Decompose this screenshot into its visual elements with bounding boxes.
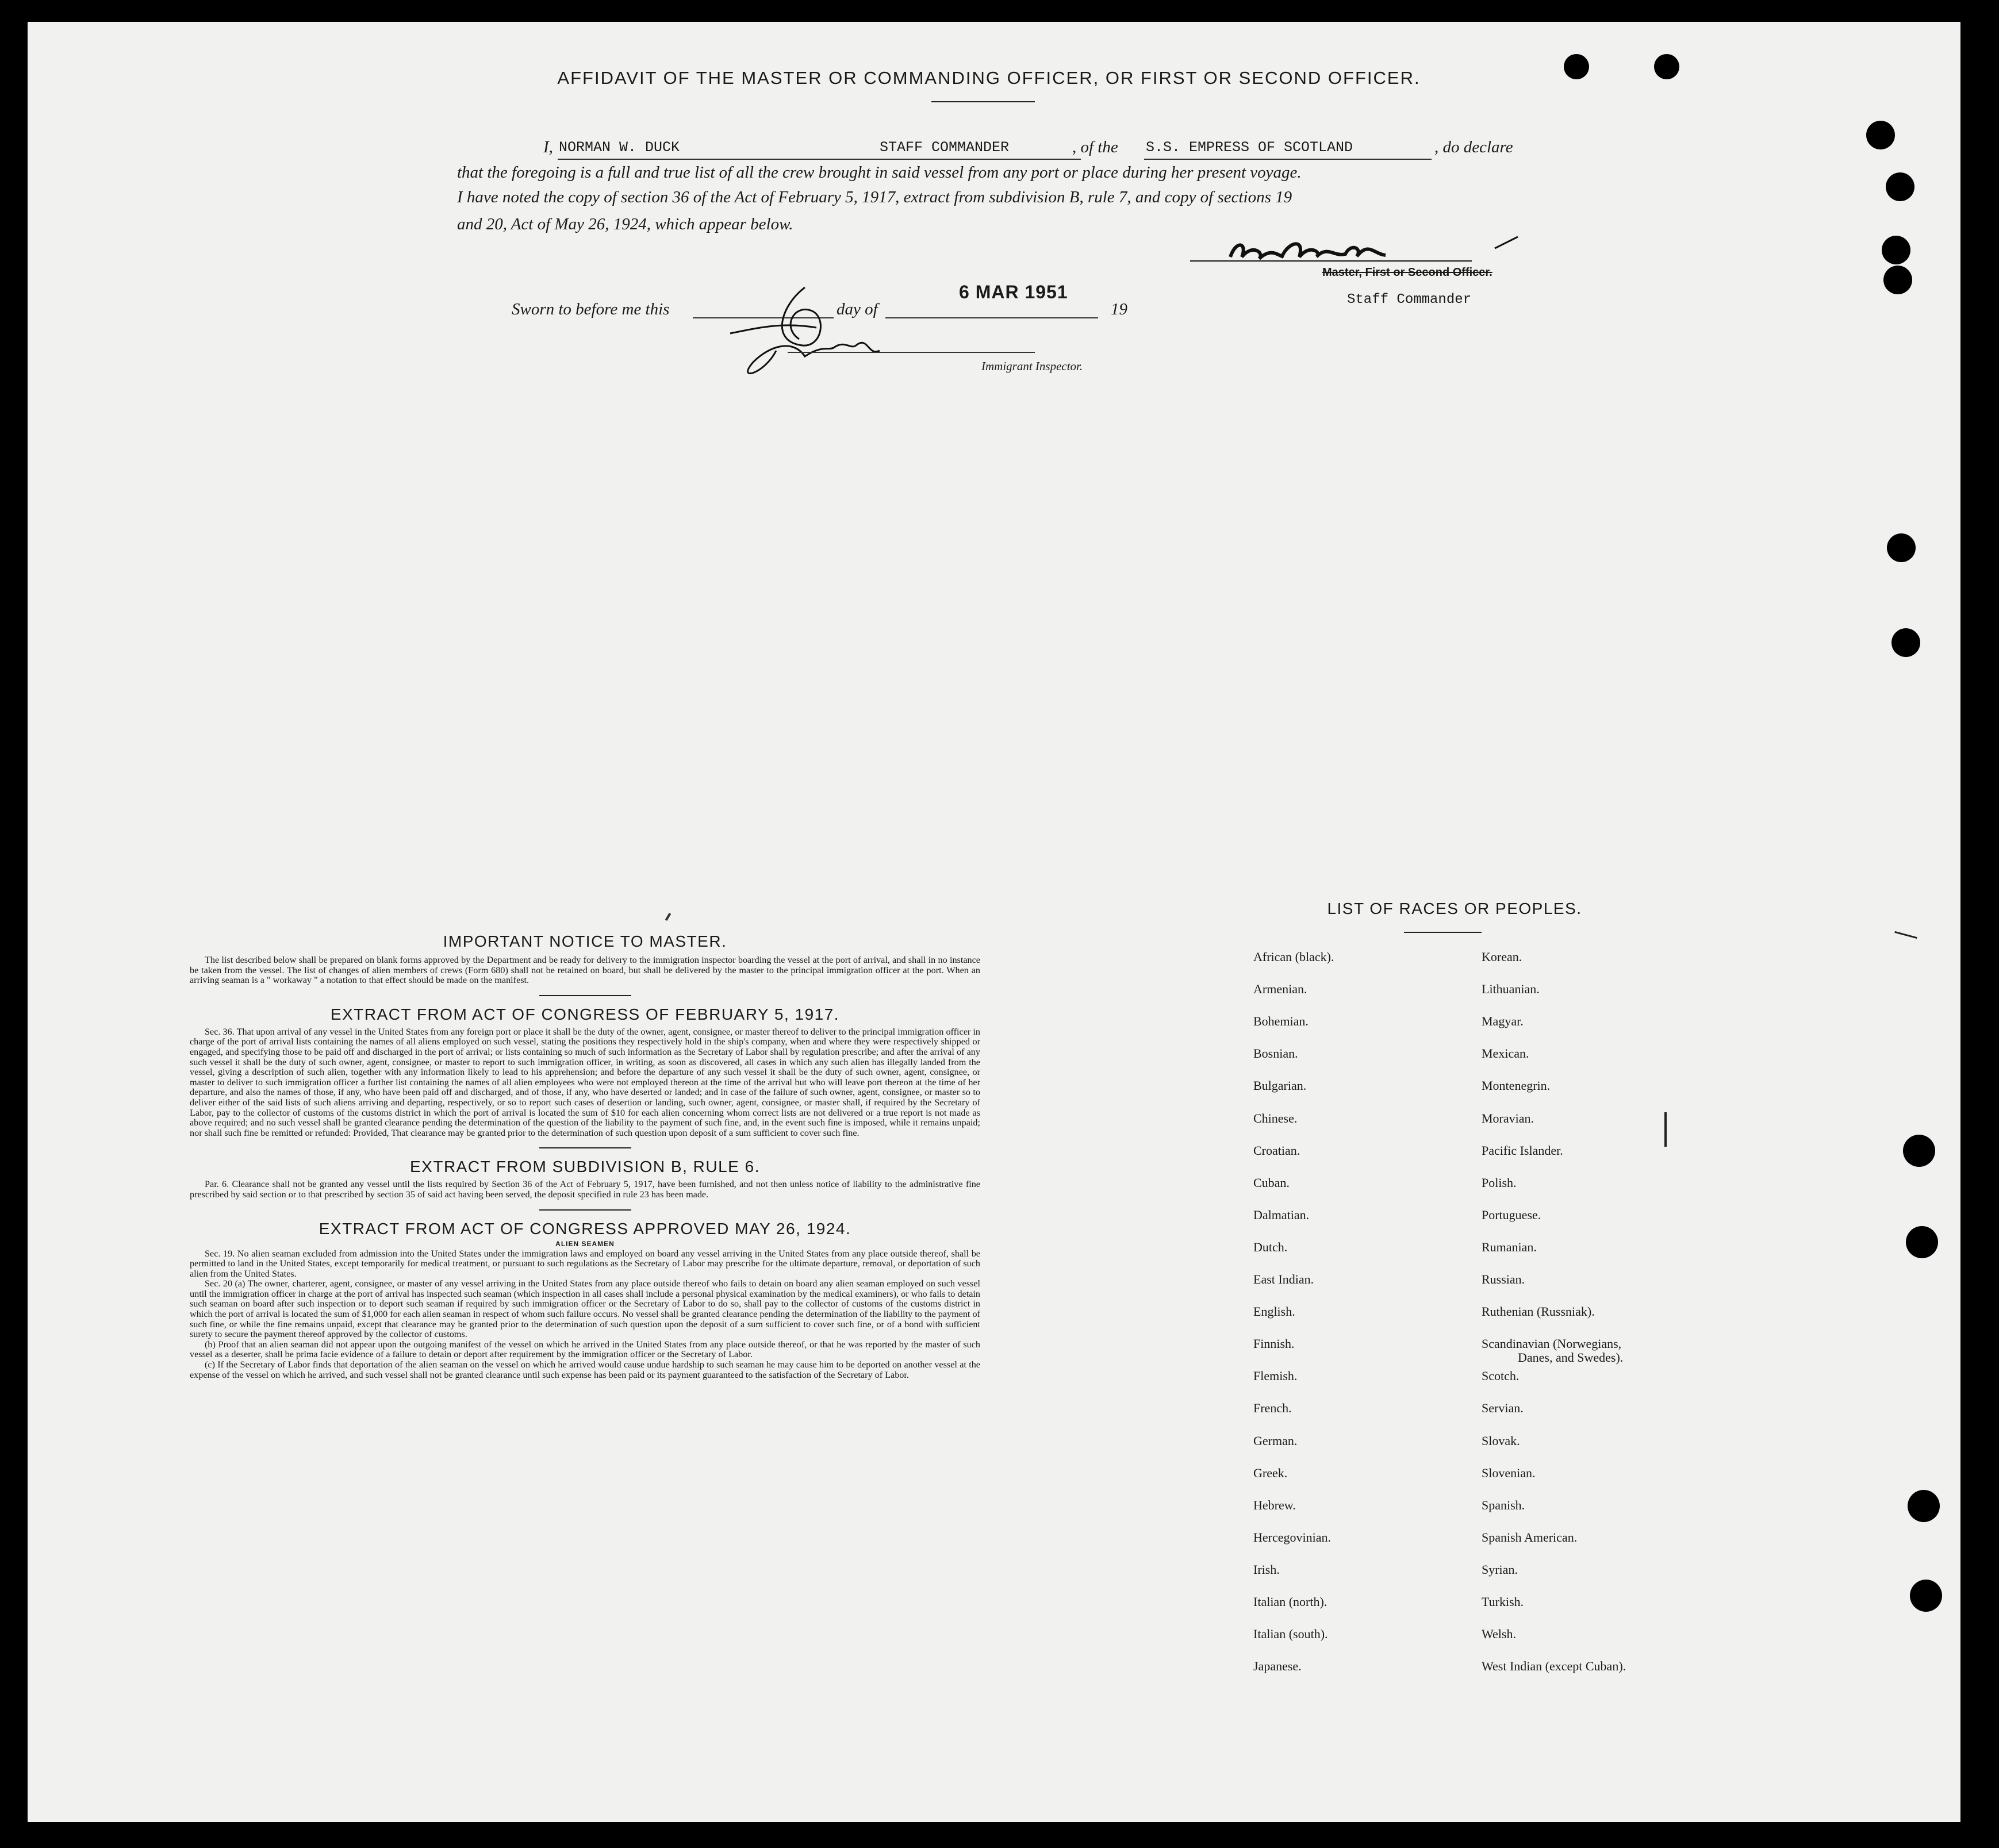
extract-1924-title: EXTRACT FROM ACT OF CONGRESS APPROVED MAY 26, 1924. — [319, 1219, 851, 1238]
race-item: Turkish. — [1482, 1595, 1524, 1609]
race-item: Russian. — [1482, 1272, 1525, 1286]
punch-hole — [1654, 54, 1679, 79]
rule6-title: EXTRACT FROM SUBDIVISION B, RULE 6. — [410, 1158, 760, 1176]
punch-hole — [1906, 1226, 1938, 1258]
divider — [539, 1147, 631, 1148]
race-item: East Indian. — [1253, 1272, 1314, 1286]
race-item: Polish. — [1482, 1175, 1517, 1190]
race-item: Lithuanian. — [1482, 982, 1540, 997]
race-item: Armenian. — [1253, 982, 1307, 997]
race-item: Servian. — [1482, 1401, 1524, 1416]
day-of-text: day of — [837, 300, 878, 318]
sworn-prefix: Sworn to before me this — [512, 300, 670, 318]
sec20b-body: (b) Proof that an alien seaman did not appear upon the outgoing manifest of the vessel on which he arrived in the United States from any place outside thereof, or that he was reported by the master of such vessel as a deserter, shall be prima facie evidence of a failure to detain or deport after requirement by the immigration officer or the Secretary of Labor. — [190, 1339, 980, 1360]
race-item: Ruthenian (Russniak). — [1482, 1304, 1595, 1319]
race-item: Spanish. — [1482, 1497, 1525, 1512]
race-item: German. — [1253, 1433, 1298, 1448]
punch-hole — [1887, 533, 1916, 562]
races-rule — [1404, 932, 1482, 933]
race-item: Dalmatian. — [1253, 1207, 1310, 1222]
race-item: Hebrew. — [1253, 1497, 1296, 1512]
extract-1917-body: Sec. 36. That upon arrival of any vessel in the United States from any foreign port or place it shall be the duty of the owner, agent, consignee, or master thereof to deliver to the principal immigration officer in charge of the port of arrival lists containing the names of all aliens employed on such vessel, stating the positions they respectively hold in the ship's company, when and where they were respectively shipped or engaged, and specifying those to be paid off and discharged in the port of arrival; or lists containing so much of such information as the Secretary of Labor shall by regulation prescribe; and after the arrival of any such vessel it shall be the duty of such owner, agent, consignee, or master to report to such immigration officer, in writing, as soon as discovered, all cases in which any such alien has illegally landed from the vessel, giving a description of such alien, together with any information likely to lead to his apprehension; and before the departure of any such vessel it shall be the duty of such owner, agent, consignee, or master to deliver to such immigration officer a further list containing the names of all alien employees who were not employed thereon at the time of the arrival but who will leave port thereon at the time of her departure, and also the names of those, if any, who have been paid off and discharged, and of those, if any, who have deserted or landed; and in case of the failure of such owner, agent, consignee, or master so to deliver either of the said lists of such aliens arriving and departing, respectively, or so to report such cases of desertion or landing, such owner, agent, consignee, or master shall, if required by the Secretary of Labor, pay to the collector of customs of the customs district in which the port of arrival is located the sum of $10 for each alien concerning whom correct lists are not delivered or a true report is not made as above required; and no such vessel shall be granted clearance pending the determination of the question of the liability to the payment of such fine, and, in the event such fine is imposed, while it remains unpaid; nor shall such fine be remitted or refunded: Provided, That clearance may be granted prior to the determination of such question upon deposit of a sum sufficient to cover such fine. — [190, 1026, 980, 1138]
declaration-line-1 — [543, 138, 1549, 161]
race-item: Moravian. — [1482, 1111, 1534, 1125]
race-item: Finnish. — [1253, 1336, 1295, 1351]
races-title: LIST OF RACES OR PEOPLES. — [1327, 900, 1582, 917]
race-item: Bulgarian. — [1253, 1078, 1307, 1093]
race-item: Japanese. — [1253, 1659, 1302, 1674]
punch-hole — [1883, 266, 1912, 294]
declarant-prefix: I, — [543, 138, 553, 156]
sec19-text — [190, 1249, 980, 1280]
race-item: West Indian (except Cuban). — [1482, 1659, 1626, 1674]
punch-hole — [1564, 54, 1589, 79]
race-item: Pacific Islander. — [1482, 1143, 1563, 1158]
divider — [539, 1209, 631, 1211]
race-item: Syrian. — [1482, 1562, 1518, 1577]
declaration-line-2: that the foregoing is a full and true list of all the crew brought in said vessel from any port or place during her present voyage. — [457, 163, 1302, 182]
race-item: Korean. — [1482, 950, 1522, 964]
race-item: French. — [1253, 1401, 1292, 1416]
extract-1917-title: EXTRACT FROM ACT OF CONGRESS OF FEBRUARY 5, 1917. — [330, 1005, 840, 1023]
officer-title-label: Master, First or Second Officer. — [1322, 266, 1492, 279]
declarant-rank: STAFF COMMANDER — [880, 139, 1010, 156]
race-item: Irish. — [1253, 1562, 1280, 1577]
race-item: Magyar. — [1482, 1014, 1524, 1029]
race-item: Portuguese. — [1482, 1207, 1541, 1222]
date-stamp: 6 MAR 1951 — [959, 282, 1068, 302]
race-item: Flemish. — [1253, 1369, 1298, 1384]
sec19-body: Sec. 19. No alien seaman excluded from admission into the United States under the immigration laws and employed on board any vessel arriving in the United States from any place outside thereof, shall be permitted to land in the United States, except temporarily for medical treatment, or pursuant to such regulations as the Secretary of Labor may prescribe for the ultimate departure, removal, or deportation of such alien from the United States. — [190, 1248, 980, 1279]
race-item: Greek. — [1253, 1465, 1288, 1480]
declarant-name: NORMAN W. DUCK — [559, 139, 680, 156]
race-item: Scotch. — [1482, 1369, 1520, 1384]
sec20c-text — [190, 1360, 980, 1380]
race-item: Mexican. — [1482, 1046, 1529, 1061]
legal-notices — [190, 932, 980, 1380]
staff-commander-label: Staff Commander — [1347, 292, 1472, 308]
race-item: Montenegrin. — [1482, 1078, 1551, 1093]
declaration-line-3: I have noted the copy of section 36 of the Act of February 5, 1917, extract from subdivision B, rule 7, and copy of sections 19 — [457, 188, 1292, 206]
punch-hole — [1910, 1580, 1942, 1612]
year-prefix: 19 — [1111, 300, 1127, 318]
punch-hole — [1908, 1490, 1940, 1522]
rule6-text — [190, 1180, 980, 1200]
alien-seamen-subtitle: ALIEN SEAMEN — [555, 1239, 615, 1248]
sec20a-body: Sec. 20 (a) The owner, charterer, agent, consignee, or master of any vessel arriving in the United States from any place outside thereof who fails to detain on board any alien seaman employed on such vessel until the immigration officer in charge at the port of arrival has inspected such seaman (which inspection in all cases shall include a personal physical examination by the medical examiners), or who fails to detain such seaman on board after such inspection or to deport such seaman if required by such immigration officer or the Secretary of Labor to do so, shall pay to the collector of customs of the customs district in which the port of arrival is located the sum of $1,000 for each alien seaman in respect of whom such failure occurs. No vessel shall be granted clearance pending the determination of the liability to the payment of such fine, or while the fine remains unpaid, except that clearance may be granted prior to the determination of such question upon the deposit of a sum sufficient to cover such fine, or of a bond with sufficient surety to secure the payment thereof approved by the collector of customs. — [190, 1278, 980, 1340]
divider — [539, 995, 631, 996]
title-rule — [931, 101, 1035, 102]
name-fill-line — [558, 159, 1081, 160]
race-item: Italian (north). — [1253, 1595, 1327, 1609]
race-item: Chinese. — [1253, 1111, 1298, 1125]
vessel-name: S.S. EMPRESS OF SCOTLAND — [1146, 139, 1353, 156]
race-item: Scandinavian (Norwegians, — [1482, 1336, 1622, 1351]
race-item: Slovak. — [1482, 1433, 1520, 1448]
race-item: Bosnian. — [1253, 1046, 1298, 1061]
inspector-label: Immigrant Inspector. — [981, 359, 1083, 373]
race-item: Hercegovinian. — [1253, 1530, 1331, 1545]
sec20a-text — [190, 1279, 980, 1340]
notice-text — [190, 955, 980, 986]
punch-hole — [1866, 121, 1895, 149]
affidavit-title: AFFIDAVIT OF THE MASTER OR COMMANDING OFFICER, OR FIRST OR SECOND OFFICER. — [557, 68, 1421, 88]
race-item: Cuban. — [1253, 1175, 1290, 1190]
punch-hole — [1882, 236, 1910, 264]
punch-hole — [1886, 172, 1914, 201]
declaration-line-4: and 20, Act of May 26, 1924, which appear below. — [457, 215, 793, 233]
race-item-continuation: Danes, and Swedes). — [1518, 1350, 1624, 1365]
race-item: Croatian. — [1253, 1143, 1300, 1158]
punch-hole — [1903, 1135, 1935, 1167]
scan-mark — [1664, 1112, 1667, 1147]
race-item: Welsh. — [1482, 1627, 1516, 1642]
race-item: English. — [1253, 1304, 1295, 1319]
race-item: Bohemian. — [1253, 1014, 1309, 1029]
punch-hole — [1891, 628, 1920, 657]
race-item: African (black). — [1253, 950, 1334, 964]
race-item: Italian (south). — [1253, 1627, 1328, 1642]
sec20c-body: (c) If the Secretary of Labor finds that deportation of the alien seaman on the vessel on which he arrived would cause undue hardship to such seaman he may cause him to be deported on another vessel at the expense of the vessel on which he arrived, and such vessel shall not be granted clearance until such expense has been paid or its payment guaranteed to the satisfaction of the Secretary of Labor. — [190, 1359, 980, 1380]
of-the-text: , of the — [1072, 138, 1118, 156]
vessel-fill-line — [1144, 159, 1432, 160]
notice-title: IMPORTANT NOTICE TO MASTER. — [443, 932, 727, 950]
sec20b-text — [190, 1340, 980, 1360]
race-item: Spanish American. — [1482, 1530, 1578, 1545]
extract-1917-text — [190, 1027, 980, 1139]
race-item: Rumanian. — [1482, 1239, 1537, 1254]
notice-body: The list described below shall be prepared on blank forms approved by the Department and be ready for delivery to the immigration inspector boarding the vessel at the port of arrival, and shall in no instance be taken from the vessel. The list of changes of alien members of crews (Form 680) shall not be retained on board, but shall be delivered by the master to the principal immigration officer at the port. When an arriving seaman is a " workaway " a notation to that effect should be made on the manifest. — [190, 955, 980, 986]
race-item: Dutch. — [1253, 1239, 1288, 1254]
race-item: Slovenian. — [1482, 1465, 1536, 1480]
do-declare-text: , do declare — [1434, 138, 1513, 156]
rule6-body: Par. 6. Clearance shall not be granted any vessel until the lists required by Section 36 of the Act of February 5, 1917, have been furnished, and not then unless notice of liability to the administrative fine prescribed by said section or to that prescribed by section 35 of said act having been served, the deposit specified in rule 23 has been made. — [190, 1179, 980, 1200]
